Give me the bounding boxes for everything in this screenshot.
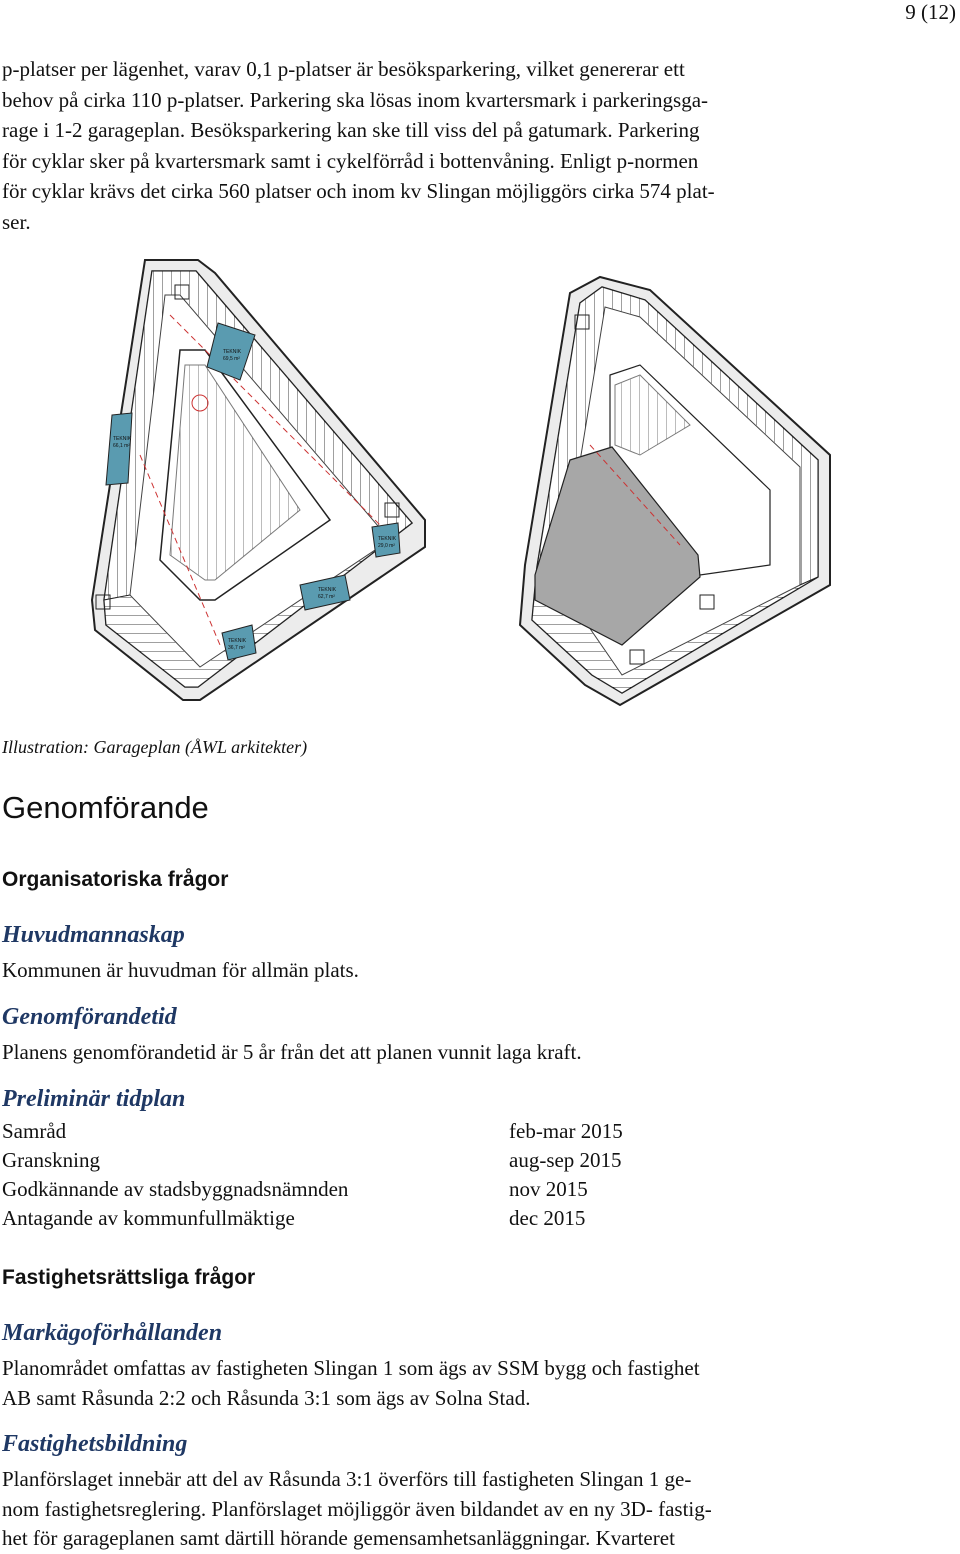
- schedule-date: dec 2015: [509, 1206, 586, 1230]
- heading-fastighetsbildning: Fastighetsbildning: [2, 1431, 188, 1457]
- schedule-row: [2, 1206, 702, 1235]
- heading-tidplan: Preliminär tidplan: [2, 1086, 186, 1112]
- intro-line: behov på cirka 110 p-platser. Parkering ska lösas inom kvartersmark i parkeringsga-: [2, 87, 709, 112]
- schedule-label: Granskning: [2, 1148, 100, 1172]
- teknik-label: TEKNIK: [113, 436, 132, 442]
- intro-line: för cyklar sker på kvartersmark samt i cykelförråd i bottenvåning. Enligt p-normen: [2, 148, 699, 173]
- teknik-area: 69,5 m²: [223, 356, 240, 362]
- paragraph-line: AB samt Råsunda 2:2 och Råsunda 3:1 som ägs av Solna Stad.: [2, 1385, 531, 1410]
- schedule-row: [2, 1119, 702, 1148]
- right-garage-plan: [520, 277, 830, 705]
- left-garage-plan: [92, 260, 425, 700]
- schedule-date: feb-mar 2015: [509, 1119, 623, 1143]
- schedule-row: [2, 1148, 702, 1177]
- teknik-area: 66,1 m²: [113, 443, 130, 449]
- teknik-area: 29,0 m²: [378, 543, 395, 549]
- intro-line: p-platser per lägenhet, varav 0,1 p-platser är besöksparkering, vilket genererar ett: [2, 57, 685, 81]
- text-fastighetsbildning: [2, 1465, 860, 1554]
- schedule-label: Antagande av kommunfullmäktige: [2, 1206, 295, 1230]
- schedule-label: Godkännande av stadsbyggnadsnämnden: [2, 1177, 349, 1201]
- schedule-date: aug-sep 2015: [509, 1148, 622, 1172]
- heading-genomforandetid: Genomförandetid: [2, 1004, 177, 1030]
- garage-plan-figure: [0, 255, 960, 715]
- subheading-fastighetsrattsliga: Fastighetsrättsliga frågor: [2, 1266, 256, 1289]
- heading-huvudmannaskap: Huvudmannaskap: [2, 922, 185, 948]
- section-heading: Genomförande: [2, 790, 209, 825]
- teknik-label: TEKNIK: [223, 349, 242, 355]
- teknik-area: 36,7 m²: [228, 645, 245, 651]
- intro-line: ser.: [2, 209, 31, 234]
- paragraph-line: Planområdet omfattas av fastigheten Slingan 1 som ägs av SSM bygg och fastighet: [2, 1356, 700, 1380]
- schedule-label: Samråd: [2, 1119, 67, 1143]
- intro-line: för cyklar krävs det cirka 560 platser och inom kv Slingan möjliggörs cirka 574 plat-: [2, 179, 715, 203]
- text-markagoforhallanden: [2, 1354, 860, 1413]
- heading-markagoforhallanden: Markägoförhållanden: [2, 1320, 223, 1346]
- intro-paragraph: [2, 54, 860, 237]
- subheading-organisatoriska: Organisatoriska frågor: [2, 868, 229, 891]
- teknik-label: TEKNIK: [228, 638, 247, 644]
- schedule-date: nov 2015: [509, 1177, 588, 1201]
- schedule-row: [2, 1177, 702, 1206]
- teknik-label: TEKNIK: [318, 587, 337, 593]
- paragraph-line: Planförslaget innebär att del av Råsunda 3:1 överförs till fastigheten Slingan 1 ge-: [2, 1467, 692, 1491]
- teknik-label: TEKNIK: [378, 536, 397, 542]
- teknik-room: [372, 523, 400, 557]
- teknik-area: 62,7 m²: [318, 594, 335, 600]
- page-number: 9 (12): [905, 0, 956, 24]
- figure-caption: Illustration: Garageplan (ÅWL arkitekter): [2, 737, 308, 757]
- text-huvudmannaskap: Kommunen är huvudman för allmän plats.: [2, 958, 359, 982]
- intro-line: rage i 1-2 garageplan. Besöksparkering kan ske till viss del på gatumark. Parkering: [2, 118, 700, 142]
- paragraph-line: nom fastighetsreglering. Planförslaget möjliggör även bildandet av en ny 3D- fastig-: [2, 1496, 712, 1521]
- teknik-room: [106, 413, 132, 485]
- paragraph-line: het för garageplanen samt därtill hörande gemensamhetsanläggningar. Kvarteret: [2, 1526, 675, 1550]
- text-genomforandetid: Planens genomförandetid är 5 år från det att planen vunnit laga kraft.: [2, 1040, 582, 1064]
